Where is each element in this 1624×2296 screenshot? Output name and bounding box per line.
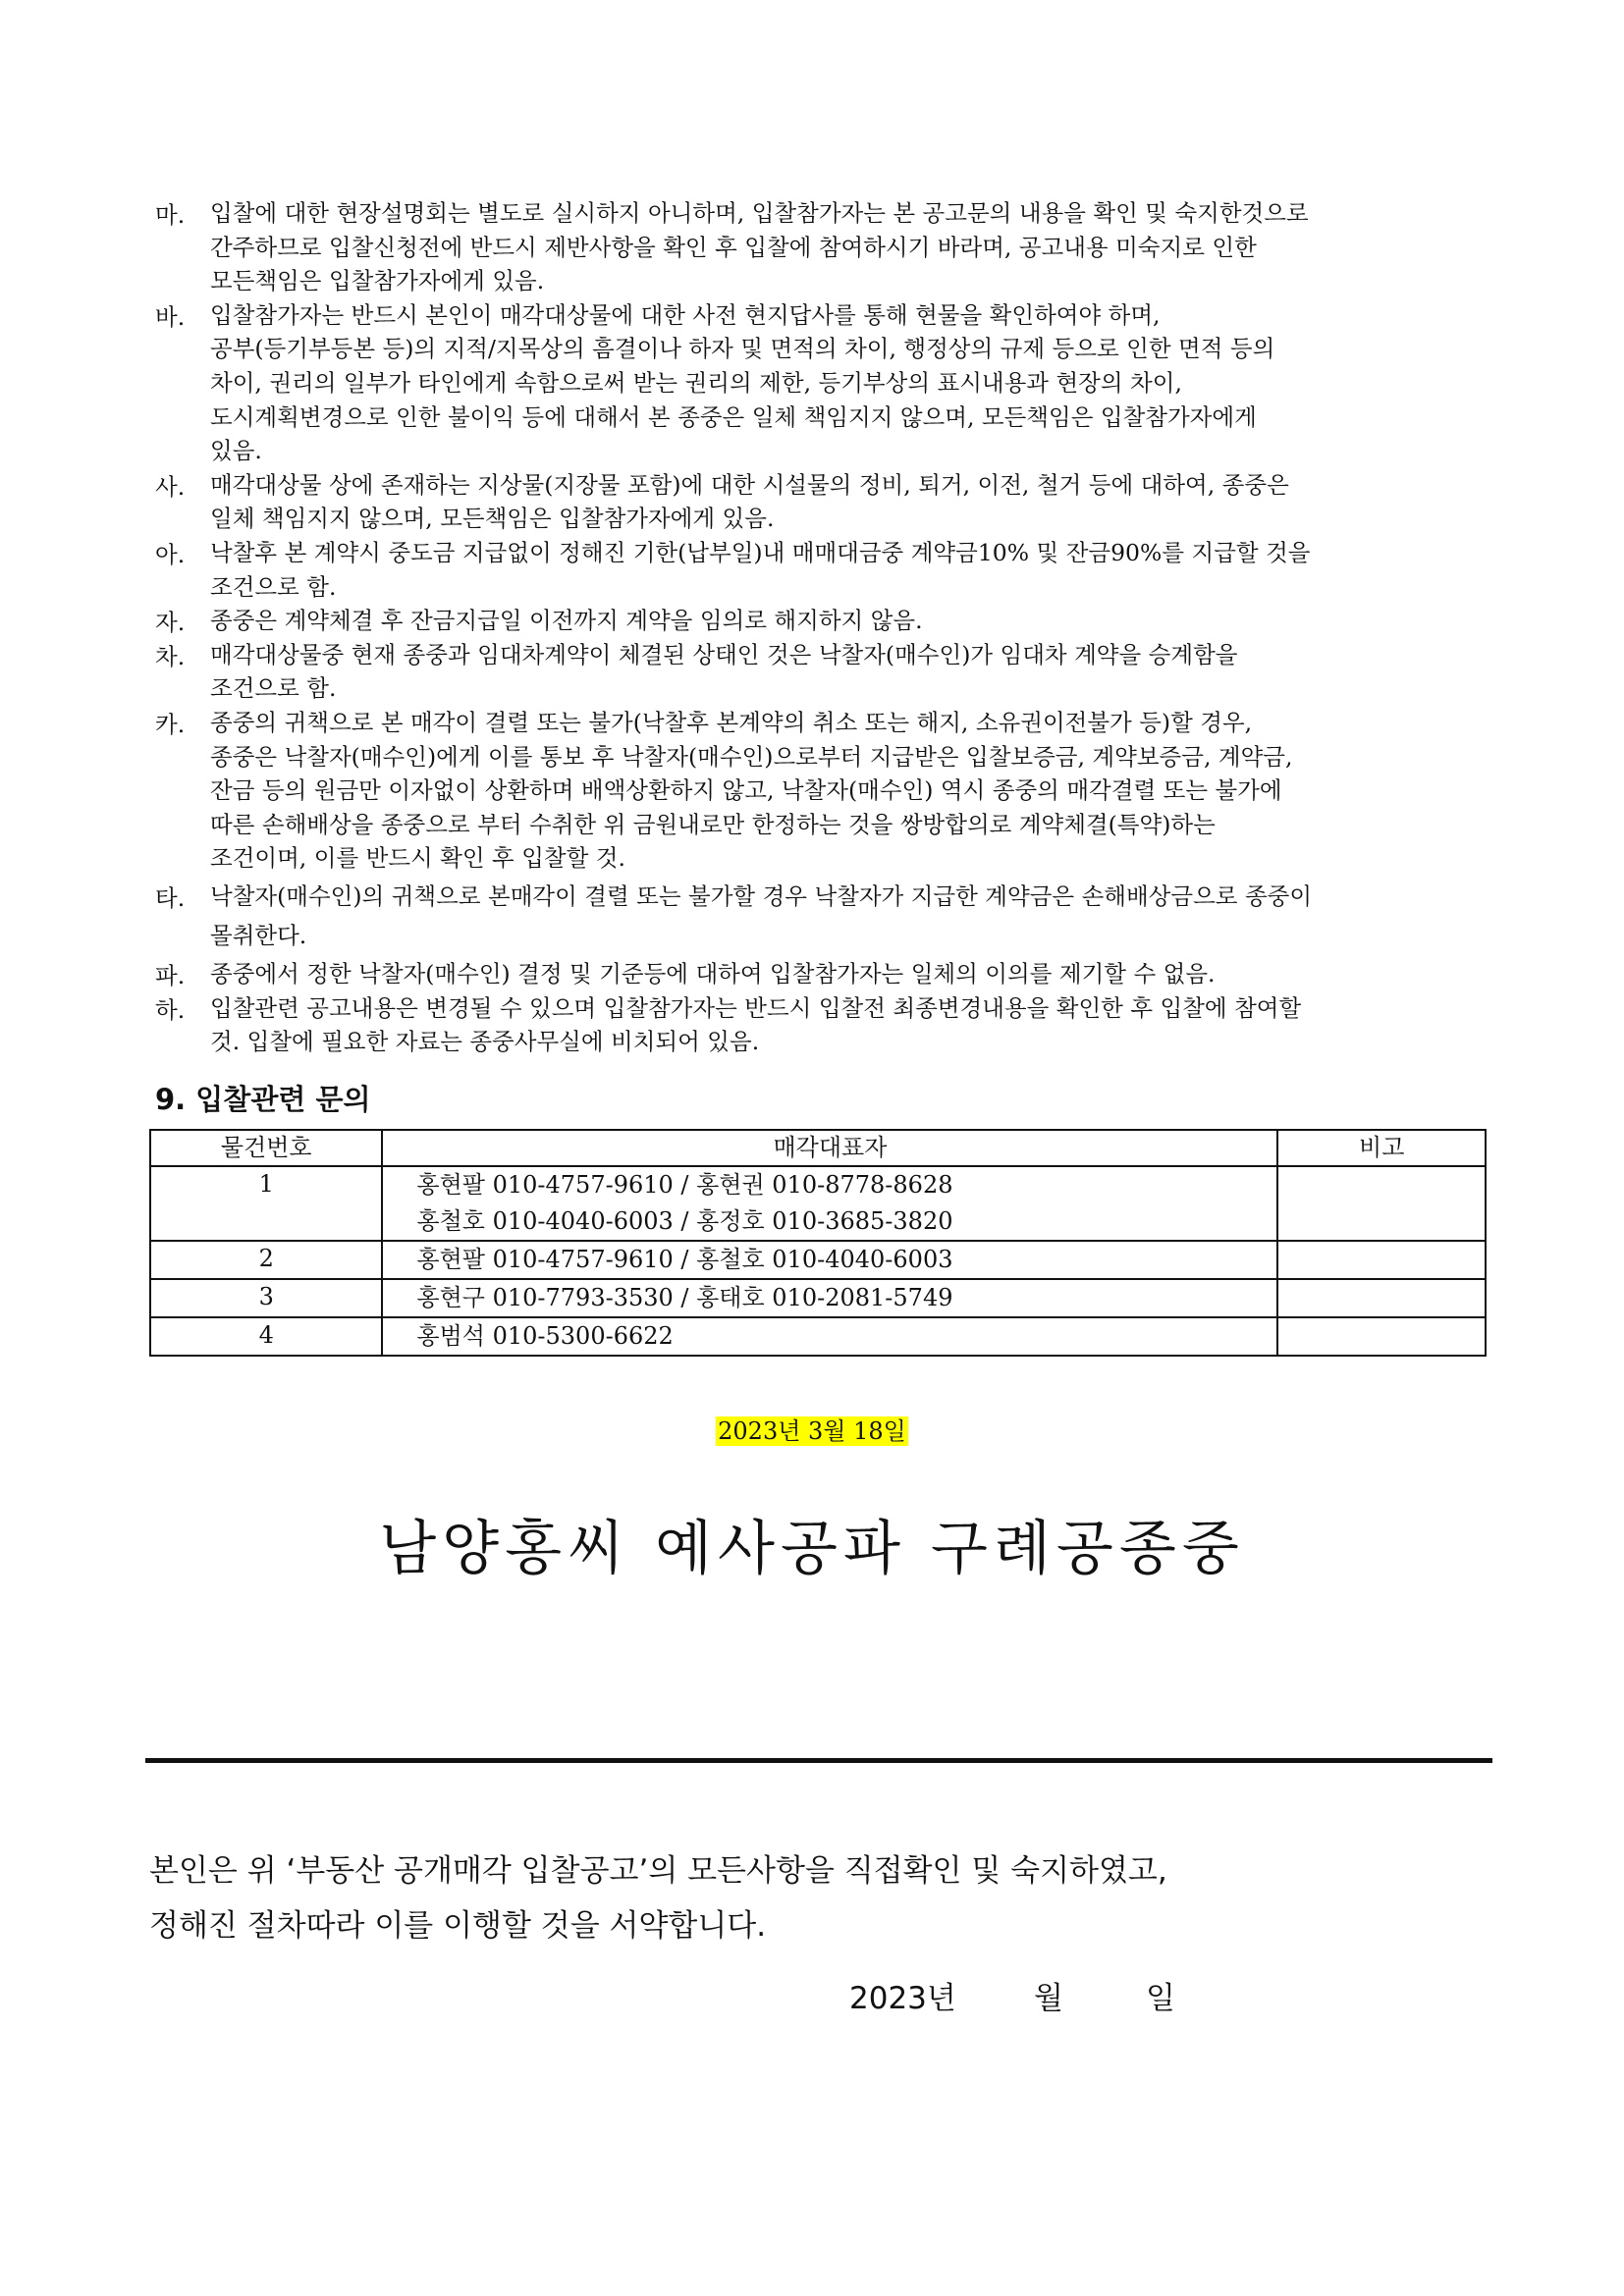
clause-marker: 카. [155, 710, 186, 738]
clause-marker: 파. [155, 962, 186, 990]
clause-line: 종중의 귀책으로 본 매각이 결렬 또는 불가(낙찰후 본계약의 취소 또는 해지, 소유권이전불가 등)할 경우, [210, 708, 1253, 736]
signature-year: 2023년 [849, 1981, 956, 2016]
clause-marker: 사. [155, 472, 186, 501]
table-header-row [150, 1130, 1486, 1166]
pledge-line: 본인은 위 ‘부동산 공개매각 입찰공고’의 모든사항을 직접확인 및 숙지하였고, [149, 1853, 1167, 1889]
table-row [150, 1279, 1486, 1317]
item-number: 2 [150, 1241, 382, 1279]
clause-cha [155, 638, 1490, 706]
clause-line: 것. 입찰에 필요한 자료는 종중사무실에 비치되어 있음. [210, 1028, 760, 1056]
clause-line: 입찰관련 공고내용은 변경될 수 있으며 입찰참가자는 반드시 입찰전 최종변경내용을 확인한 후 입찰에 참여할 [210, 993, 1302, 1022]
clause-line: 종중은 계약체결 후 잔금지급일 이전까지 계약을 임의로 해지하지 않음. [210, 607, 923, 635]
clause-line: 차이, 권리의 일부가 타인에게 속함으로써 받는 권리의 제한, 등기부상의 표시내용과 현장의 차이, [210, 368, 1182, 397]
clause-list [155, 196, 1490, 1059]
clause-ja [155, 604, 1490, 638]
clause-marker: 아. [155, 540, 186, 568]
item-number: 1 [150, 1166, 382, 1241]
clause-line: 모든책임은 입찰참가자에게 있음. [210, 267, 545, 295]
organization-name: 남양홍씨 예사공파 구례공종중 [379, 1515, 1245, 1583]
clause-ka [155, 706, 1490, 876]
clause-ba [155, 298, 1490, 468]
table-row [150, 1241, 1486, 1279]
representative-cell [382, 1279, 1277, 1317]
item-number: 3 [150, 1279, 382, 1317]
representative-line: 홍철호 010-4040-6003 / 홍정호 010-3685-3820 [416, 1207, 953, 1235]
clause-marker: 마. [155, 201, 186, 229]
clause-ha [155, 991, 1490, 1059]
clause-pa [155, 957, 1490, 991]
signature-day-label: 일 [1146, 1981, 1175, 2016]
table-row [150, 1317, 1486, 1356]
representative-line: 홍현팔 010-4757-9610 / 홍현권 010-8778-8628 [416, 1171, 953, 1199]
highlighted-date: 2023년 3월 18일 [718, 1417, 906, 1445]
item-number: 4 [150, 1317, 382, 1356]
clause-line: 조건이며, 이를 반드시 확인 후 입찰할 것. [210, 844, 625, 873]
clause-line: 매각대상물 상에 존재하는 지상물(지장물 포함)에 대한 시설물의 정비, 퇴거, 이전, 철거 등에 대하여, 종중은 [210, 470, 1289, 499]
clause-a [155, 536, 1490, 604]
clause-line: 도시계획변경으로 인한 불이익 등에 대해서 본 종중은 일체 책임지지 않으며, 모든책임은 입찰참가자에게 [210, 402, 1257, 431]
representative-line: 홍현팔 010-4757-9610 / 홍철호 010-4040-6003 [416, 1246, 953, 1273]
clause-line: 입찰참가자는 반드시 본인이 매각대상물에 대한 사전 현지답사를 통해 현물을 확인하여야 하며, [210, 300, 1161, 329]
clause-line: 조건으로 함. [210, 674, 337, 703]
clause-line: 잔금 등의 원금만 이자없이 상환하며 배액상환하지 않고, 낙찰자(매수인) 역시 종중의 매각결렬 또는 불가에 [210, 776, 1282, 805]
representative-line: 홍현구 010-7793-3530 / 홍태호 010-2081-5749 [416, 1284, 953, 1311]
representative-cell [382, 1241, 1277, 1279]
notice-date [0, 1412, 1624, 1446]
clause-marker: 바. [155, 302, 186, 331]
clause-marker: 자. [155, 609, 186, 637]
clause-line: 조건으로 함. [210, 572, 337, 601]
clause-line: 입찰에 대한 현장설명회는 별도로 실시하지 아니하며, 입찰참가자는 본 공고문의 내용을 확인 및 숙지한것으로 [210, 199, 1309, 227]
note-cell [1277, 1279, 1486, 1317]
clause-marker: 타. [155, 883, 186, 912]
clause-marker: 차. [155, 642, 186, 670]
clause-line: 낙찰자(매수인)의 귀책으로 본매각이 결렬 또는 불가할 경우 낙찰자가 지급한 계약금은 손해배상금으로 종중이 [210, 881, 1313, 910]
section-title: 9. 입찰관련 문의 [155, 1083, 371, 1116]
note-cell [1277, 1241, 1486, 1279]
clause-line: 종중에서 정한 낙찰자(매수인) 결정 및 기준등에 대하여 입찰참가자는 일체의 이의를 제기할 수 없음. [210, 960, 1216, 988]
clause-marker: 하. [155, 995, 186, 1024]
pledge-line: 정해진 절차따라 이를 이행할 것을 서약합니다. [149, 1908, 767, 1944]
note-cell [1277, 1166, 1486, 1241]
divider-line [145, 1758, 1492, 1763]
representative-line: 홍범석 010-5300-6622 [416, 1322, 674, 1350]
clause-line: 일체 책임지지 않으며, 모든책임은 입찰참가자에게 있음. [210, 505, 775, 533]
clause-line: 몰취한다. [210, 922, 307, 950]
inquiry-table [149, 1129, 1487, 1357]
clause-line: 간주하므로 입찰신청전에 반드시 제반사항을 확인 후 입찰에 참여하시기 바라며, 공고내용 미숙지로 인한 [210, 233, 1257, 261]
table-row [150, 1166, 1486, 1241]
clause-line: 따른 손해배상을 종중으로 부터 수취한 위 금원내로만 한정하는 것을 쌍방합의로 계약체결(특약)하는 [210, 810, 1216, 838]
signature-month-label: 월 [1034, 1981, 1063, 2016]
clause-sa [155, 468, 1490, 536]
pledge-statement [149, 1843, 1167, 1953]
column-header-note: 비고 [1277, 1130, 1486, 1166]
column-header-representative: 매각대표자 [382, 1130, 1277, 1166]
clause-line: 낙찰후 본 계약시 중도금 지급없이 정해진 기한(납부일)내 매매대금중 계약금10% 및 잔금90%를 지급할 것을 [210, 538, 1311, 566]
clause-line: 매각대상물중 현재 종중과 임대차계약이 체결된 상태인 것은 낙찰자(매수인)가 임대차 계약을 승계함을 [210, 640, 1238, 668]
representative-cell [382, 1317, 1277, 1356]
note-cell [1277, 1317, 1486, 1356]
representative-cell [382, 1166, 1277, 1241]
clause-line: 있음. [210, 437, 262, 465]
clause-ma [155, 196, 1490, 298]
clause-line: 공부(등기부등본 등)의 지적/지목상의 흠결이나 하자 및 면적의 차이, 행정상의 규제 등으로 인한 면적 등의 [210, 335, 1275, 363]
clause-line: 종중은 낙찰자(매수인)에게 이를 통보 후 낙찰자(매수인)으로부터 지급받은 입찰보증금, 계약보증금, 계약금, [210, 742, 1293, 771]
clause-ta [155, 880, 1490, 953]
column-header-item-no: 물건번호 [150, 1130, 382, 1166]
